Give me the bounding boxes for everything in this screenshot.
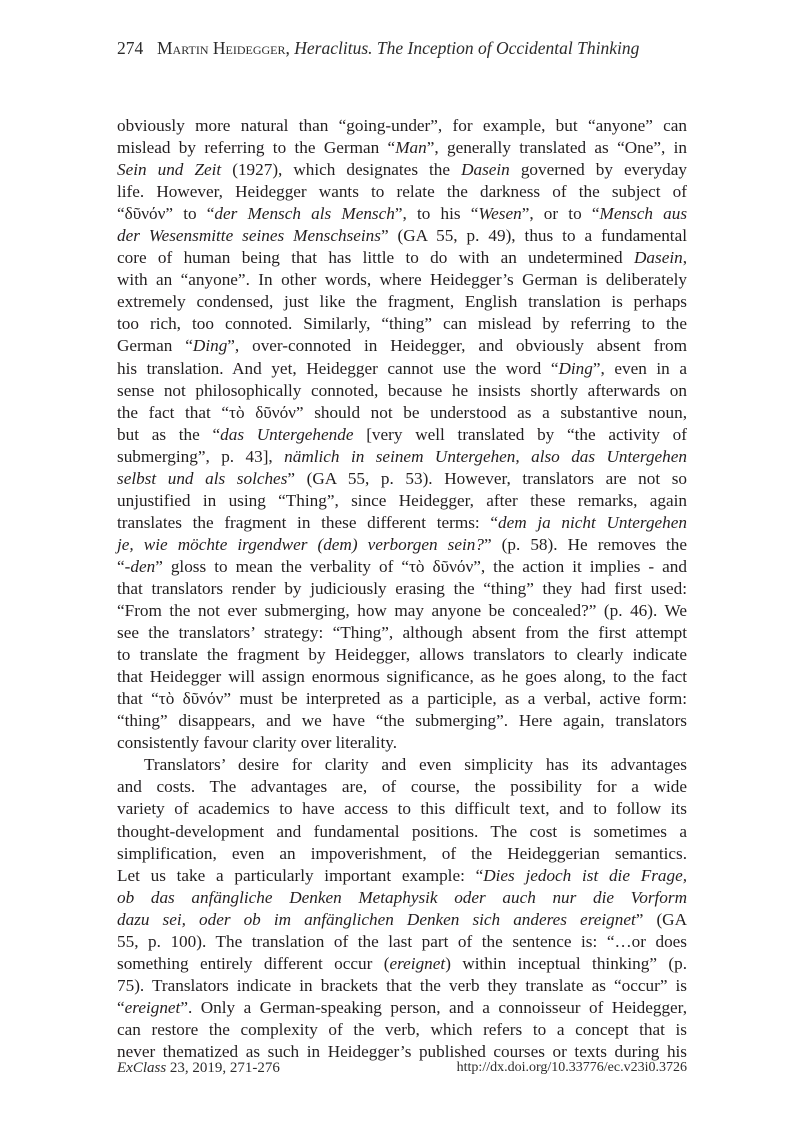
text-line (117, 997, 687, 1019)
italic-text: Mensch aus (599, 204, 688, 224)
text-segment: and costs. The advantages are, of course, the possibility for a wide (117, 777, 687, 797)
text-segment: “From the not ever submerging, how may anyone be concealed?” (p. 46). We (117, 601, 687, 621)
text-segment: ”. Only a German-speaking person, and a connoisseur of Heidegger, (180, 997, 687, 1017)
text-line (117, 732, 687, 754)
text-line (117, 578, 687, 600)
text-line (117, 909, 687, 931)
text-segment: obviously more natural than “going-under”, for example, but “anyone” can (117, 116, 687, 135)
text-line (117, 534, 687, 556)
italic-text: das Untergehende (220, 424, 354, 444)
text-segment: consistently favour clarity over literality. (117, 733, 398, 753)
text-line (117, 380, 687, 402)
text-segment: governed by everyday (509, 160, 688, 180)
text-segment: simplification, even an impoverishment, of the Heideggerian semantics. (117, 843, 687, 863)
italic-text: ereignet (124, 997, 181, 1017)
text-segment: [very well translated by “the activity of (353, 424, 687, 444)
text-line (117, 666, 687, 688)
italic-text: der Wesensmitte seines Menschseins (117, 226, 381, 246)
text-line (117, 644, 687, 666)
text-segment: but as the “ (117, 424, 221, 444)
page-footer (117, 1060, 687, 1084)
text-line (117, 887, 687, 909)
text-segment: translates the fragment in these different terms: “ (117, 512, 499, 532)
italic-text: nämlich in seinem Untergehen, also das Untergehen (284, 446, 687, 466)
text-line (117, 975, 687, 997)
text-segment: ” (GA 55, p. 49), thus to a fundamental (380, 226, 687, 246)
text-line (117, 291, 687, 313)
text-line (117, 1019, 687, 1041)
italic-text: ob das anfängliche Denken Metaphysik oder auch nur die Vorform (117, 887, 687, 907)
text-line (117, 931, 687, 953)
text-segment: unjustified in using “Thing”, since Heidegger, after these remarks, again (117, 490, 687, 510)
text-segment: “δῦνόν” to “ (117, 204, 215, 224)
italic-text: Dasein (461, 160, 510, 180)
text-line (117, 402, 687, 424)
text-segment: ) within inceptual thinking” (p. (445, 953, 687, 973)
running-head-separator: , (285, 38, 295, 58)
text-segment: Let us take a particularly important example: “ (117, 865, 484, 885)
text-line (117, 821, 687, 843)
text-line (117, 776, 687, 798)
text-segment: Translators’ desire for clarity and even simplicity has its advantages (144, 755, 687, 775)
text-line (117, 865, 687, 887)
text-line (117, 468, 687, 490)
text-line (117, 313, 687, 335)
text-line (117, 843, 687, 865)
italic-text: Sein und Zeit (117, 160, 222, 180)
italic-text: je, wie möchte irgendwer (dem) verborgen sein? (117, 534, 484, 554)
text-segment: can restore the complexity of the verb, which refers to a concept that is (117, 1019, 687, 1039)
italic-text: Man (395, 138, 427, 158)
text-segment: extremely condensed, just like the fragment, English translation is perhaps (117, 292, 687, 312)
text-segment: sense not philosophically connoted, because he insists shortly afterwards on (117, 380, 687, 400)
text-line (117, 181, 687, 203)
text-line (117, 115, 687, 137)
text-line (117, 335, 687, 357)
text-segment: 55, p. 100). The translation of the last part of the sentence is: “…or does (117, 931, 687, 951)
text-segment: , (682, 248, 687, 268)
text-segment: that “τὸ δῦνόν” must be interpreted as a participle, as a verbal, active form: (117, 689, 687, 709)
text-line (117, 159, 687, 181)
text-line (117, 798, 687, 820)
text-segment: “thing” disappears, and we have “the submerging”. Here again, translators (117, 711, 687, 731)
text-segment: ”, over-connoted in Heidegger, and obviously absent from (227, 336, 687, 356)
italic-text: selbst und als solches (117, 468, 288, 488)
text-segment: German “ (117, 336, 193, 356)
text-segment: something entirely different occur ( (117, 953, 390, 973)
text-line (117, 600, 687, 622)
body-text (117, 115, 687, 1063)
text-line (117, 953, 687, 975)
footer-citation (117, 1060, 280, 1077)
text-segment: mislead by referring to the German “ (117, 138, 396, 158)
italic-text: ereignet (389, 953, 446, 973)
text-line (117, 490, 687, 512)
text-segment: too rich, too connoted. Similarly, “thing” can mislead by referring to the (117, 314, 687, 334)
text-line (117, 754, 687, 776)
text-segment: ” (GA 55, p. 53). However, translators are not so (287, 468, 688, 488)
text-line (117, 512, 687, 534)
text-segment: variety of academics to have access to this difficult text, and to follow its (117, 799, 687, 819)
text-line (117, 358, 687, 380)
text-segment: with an “anyone”. In other words, where Heidegger’s German is deliberately (117, 270, 687, 290)
text-segment: submerging”, p. 43], (117, 446, 285, 466)
text-line (117, 424, 687, 446)
text-segment: the fact that “τὸ δῦνόν” should not be understood as a substantive noun, (117, 402, 687, 422)
footer-doi-link[interactable]: http://dx.doi.org/10.33776/ec.v23i0.3726 (456, 1060, 687, 1075)
text-segment: ”, to his “ (394, 204, 479, 224)
text-segment: ” (p. 58). He removes the (483, 534, 687, 554)
italic-text: Wesen (478, 204, 522, 224)
text-segment: never thematized as such in Heidegger’s published courses or texts during his (117, 1041, 687, 1061)
text-segment: to translate the fragment by Heidegger, allows translators to clearly indicate (117, 645, 687, 665)
text-segment: ”, generally translated as “One”, in (426, 138, 687, 158)
text-segment: “- (117, 556, 131, 576)
page-number: 274 (117, 38, 144, 58)
text-segment: “ (117, 997, 125, 1017)
text-segment: life. However, Heidegger wants to relate the darkness of the subject of (117, 182, 687, 202)
running-head-book-title: Heraclitus. The Inception of Occidental Thinking (294, 38, 640, 58)
text-segment: that Heidegger will assign enormous significance, as he goes along, to the fact (117, 667, 687, 687)
text-segment: ” gloss to mean the verbality of “τὸ δῦνόν”, the action it implies - and (155, 556, 687, 576)
running-head-author: Martin Heidegger (157, 38, 286, 58)
italic-text: Dies jedoch ist die Frage, (483, 865, 687, 885)
text-segment: ”, even in a (592, 358, 687, 378)
text-segment: 75). Translators indicate in brackets that the verb they translate as “occur” is (117, 975, 687, 995)
text-line (117, 622, 687, 644)
text-line (117, 225, 687, 247)
italic-text: dem ja nicht Untergehen (498, 512, 687, 532)
text-line (117, 688, 687, 710)
italic-text: Ding (192, 336, 228, 356)
text-segment: ”, or to “ (521, 204, 600, 224)
footer-journal-name: ExClass (117, 1060, 167, 1076)
italic-text: Dasein (634, 248, 683, 268)
text-line (117, 203, 687, 225)
text-line (117, 137, 687, 159)
text-line (117, 446, 687, 468)
text-segment: thought-development and fundamental positions. The cost is sometimes a (117, 821, 687, 841)
italic-text: den (130, 556, 156, 576)
text-segment: see the translators’ strategy: “Thing”, although absent from the first attempt (117, 623, 687, 643)
text-line (117, 710, 687, 732)
footer-volume-pages: 23, 2019, 271-276 (166, 1060, 280, 1076)
italic-text: dazu sei, oder ob im anfänglichen Denken sich anderes ereignet (117, 909, 636, 929)
text-line (117, 269, 687, 291)
text-segment: ” (GA (635, 909, 687, 929)
text-segment: that translators render by judiciously erasing the “thing” they had first used: (117, 578, 687, 598)
italic-text: der Mensch als Mensch (214, 204, 395, 224)
text-segment: (1927), which designates the (221, 160, 462, 180)
text-segment: core of human being that has little to do with an undetermined (117, 248, 634, 268)
text-line (117, 247, 687, 269)
italic-text: Ding (558, 358, 593, 378)
text-line (117, 556, 687, 578)
text-segment: his translation. And yet, Heidegger cannot use the word “ (117, 358, 559, 378)
running-head (117, 38, 717, 59)
